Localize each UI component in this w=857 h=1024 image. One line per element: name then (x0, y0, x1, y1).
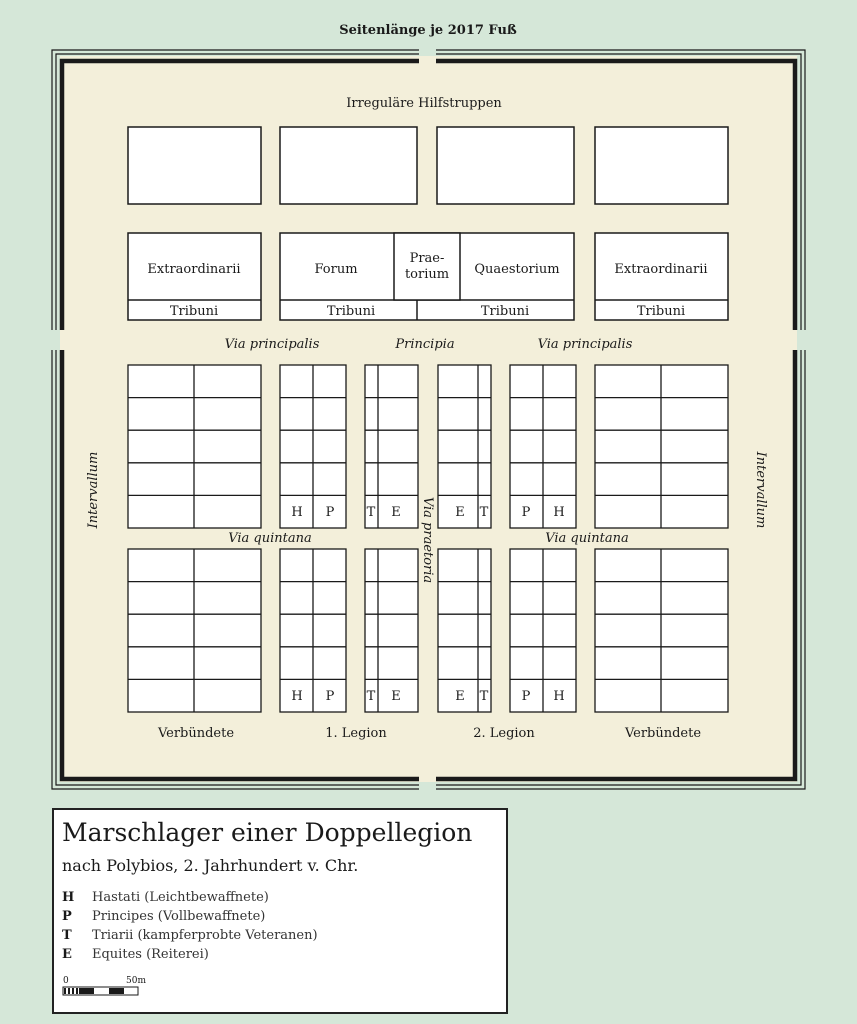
praetorium-label-2: torium (404, 267, 450, 282)
quaestorium-label: Quaestorium (474, 262, 560, 277)
legion-1-te-block-2 (365, 549, 418, 712)
aux-box-1 (128, 127, 261, 204)
scale-start-label: 0 (63, 976, 69, 986)
tribuni-label-1: Tribuni (169, 304, 219, 319)
extraordinarii-right-label: Extraordinarii (614, 262, 708, 277)
tribuni-label-2: Tribuni (326, 304, 376, 319)
intervallum-right-label: Intervallum (753, 451, 768, 529)
legion-2-et-block-1 (438, 365, 491, 528)
principia-label: Principia (395, 337, 455, 352)
legend-title: Marschlager einer Doppellegion (62, 818, 473, 847)
tribuni-label-3: Tribuni (480, 304, 530, 319)
letter-t: T (479, 505, 489, 520)
letter-t: T (366, 689, 376, 704)
legion-2-label: 2. Legion (473, 726, 535, 741)
allies-left-label: Verbündete (157, 726, 235, 741)
auxiliaries-label: Irreguläre Hilfstruppen (346, 96, 502, 111)
letter-t: T (479, 689, 489, 704)
intervallum-left-label: Intervallum (86, 451, 101, 529)
letter-e: E (455, 689, 465, 704)
via-principalis-right-label: Via principalis (537, 337, 633, 352)
legend-subtitle: nach Polybios, 2. Jahrhundert v. Chr. (62, 856, 359, 875)
letter-e: E (391, 689, 401, 704)
via-quintana-left-label: Via quintana (228, 531, 312, 546)
legion-2-et-block-2 (438, 549, 491, 712)
via-praetoria-label: Via praetoria (420, 496, 435, 584)
letter-e: E (391, 505, 401, 520)
tribuni-label-4: Tribuni (636, 304, 686, 319)
legend-key: P (62, 909, 72, 924)
letter-h: H (291, 689, 303, 704)
letter-e: E (455, 505, 465, 520)
letter-h: H (291, 505, 303, 520)
letter-t: T (366, 505, 376, 520)
legend-desc: Principes (Vollbewaffnete) (92, 909, 266, 924)
letter-p: P (325, 689, 335, 704)
via-quintana-right-label: Via quintana (545, 531, 629, 546)
aux-box-4 (595, 127, 728, 204)
legend-key: E (62, 947, 72, 962)
allies-right-label: Verbündete (624, 726, 702, 741)
aux-box-2 (280, 127, 417, 204)
extraordinarii-left-label: Extraordinarii (147, 262, 241, 277)
letter-h: H (553, 505, 565, 520)
side-length-label: Seitenlänge je 2017 Fuß (339, 23, 517, 38)
legend-item-hastati (62, 890, 269, 905)
legend-item-equites (62, 947, 209, 962)
letter-p: P (521, 505, 531, 520)
forum-label: Forum (314, 262, 358, 277)
aux-box-3 (437, 127, 574, 204)
praetorium-label-1: Prae- (409, 251, 445, 266)
letter-p: P (325, 505, 335, 520)
letter-h: H (553, 689, 565, 704)
legion-1-te-block-1 (365, 365, 418, 528)
scale-end-label: 50m (126, 976, 146, 986)
letter-p: P (521, 689, 531, 704)
scale-frame (63, 987, 138, 995)
legend-item-principes (62, 909, 265, 924)
legend-desc: Triarii (kampferprobte Veteranen) (92, 928, 318, 943)
legend-desc: Hastati (Leichtbewaffnete) (92, 890, 269, 905)
legend-item-triarii (62, 928, 318, 943)
scale-bar (60, 970, 180, 1010)
legion-1-label: 1. Legion (325, 726, 387, 741)
legend (52, 808, 508, 1014)
legend-key: H (62, 890, 75, 905)
legend-key: T (62, 928, 72, 943)
via-principalis-left-label: Via principalis (224, 337, 320, 352)
legend-desc: Equites (Reiterei) (92, 947, 209, 962)
